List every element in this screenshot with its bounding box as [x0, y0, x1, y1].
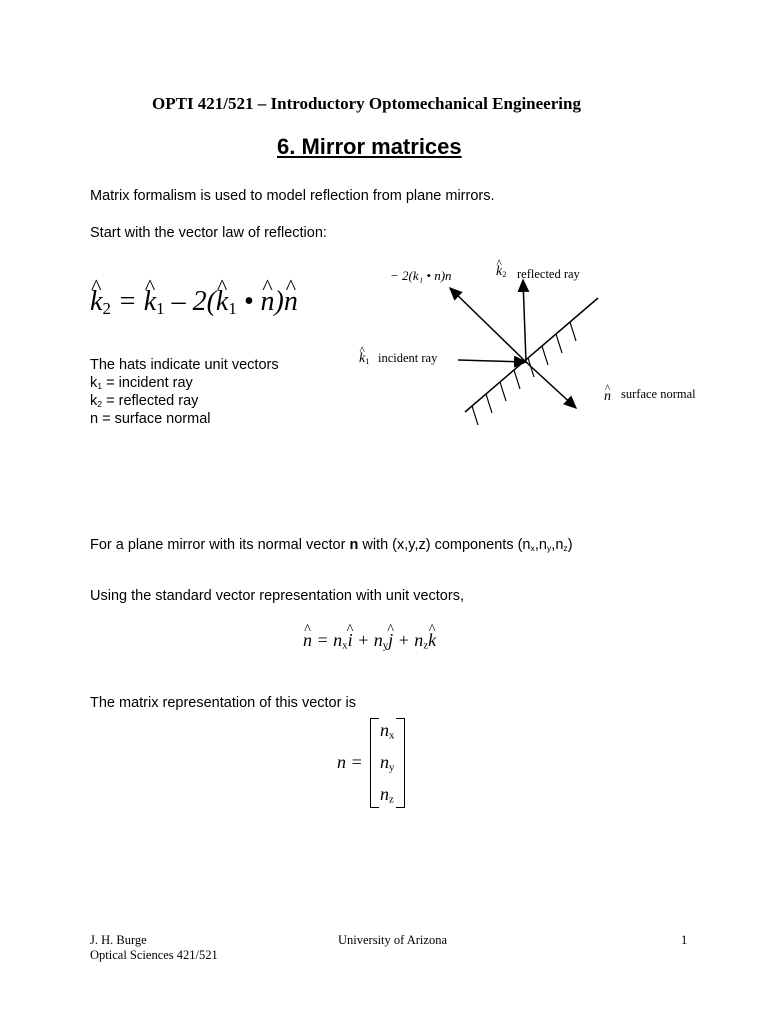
plane-mirror-text [90, 537, 573, 553]
mirror-surface-line [465, 298, 598, 412]
surface-normal-label: surface normal [621, 387, 696, 401]
plane-mirror-suffix: with (x,y,z) components $(n_x,n_y,n_z)$ [358, 537, 573, 554]
course-title: OPTI 421/521 – Introductory Optomechanical Engineering [152, 94, 581, 113]
mirror-hatch-marks [472, 322, 576, 425]
incident-ray-label: incident ray [378, 351, 438, 365]
incident-ray-arrow [458, 360, 526, 362]
plane-mirror-prefix: For a plane mirror with its normal vector [90, 537, 350, 553]
n-definition: n = surface normal [90, 411, 211, 427]
k1-symbol: ^ $k_1$ [359, 351, 369, 367]
surface-normal-arrow [526, 362, 576, 408]
reflection-equation: ^ $k_2$ = ^ $k_1$ – 2(^ $k_1$ • ^ n)^ n [90, 286, 298, 319]
footer-department: Optical Sciences 421/521 [90, 948, 218, 962]
k2-symbol: ^ $k_2$ [496, 264, 506, 280]
footer-author: J. H. Burge [90, 933, 147, 947]
reflected-ray-label: reflected ray [517, 267, 580, 281]
standard-rep-text: Using the standard vector representation with unit vectors, [90, 588, 464, 604]
vector-ny: $n_y$ [380, 752, 395, 774]
plane-mirror-bold: n [349, 537, 359, 553]
hats-note: The hats indicate unit vectors [90, 357, 279, 373]
footer-university: University of Arizona [338, 933, 448, 947]
right-bracket [396, 718, 405, 808]
normal-component-label: − 2(k₁ • n)n [390, 268, 452, 283]
unit-vector-equation: ^ $n = n_x\^{}$ $i + n_y\^{}$ $j + n_z\^{}$ k [303, 630, 436, 652]
reflected-ray-arrow [523, 280, 526, 362]
footer-page-number: 1 [681, 933, 688, 947]
section-title: 6. Mirror matrices [277, 134, 462, 159]
n-symbol: ^ n [604, 389, 611, 405]
vector-nx: $n_x$ [380, 720, 395, 742]
left-bracket [370, 718, 379, 808]
vector-law-text: Start with the vector law of reflection: [90, 225, 327, 241]
column-vector-lhs: n = [337, 752, 363, 772]
intro-text: Matrix formalism is used to model reflection from plane mirrors. [90, 188, 495, 204]
k1-definition: $k_1$ = incident ray [90, 375, 193, 392]
matrix-rep-text: The matrix representation of this vector is [90, 695, 356, 711]
normal-component-arrow [450, 288, 526, 362]
vector-nz: $n_z$ [380, 784, 394, 806]
k2-definition: $k_2$ = reflected ray [90, 393, 199, 410]
